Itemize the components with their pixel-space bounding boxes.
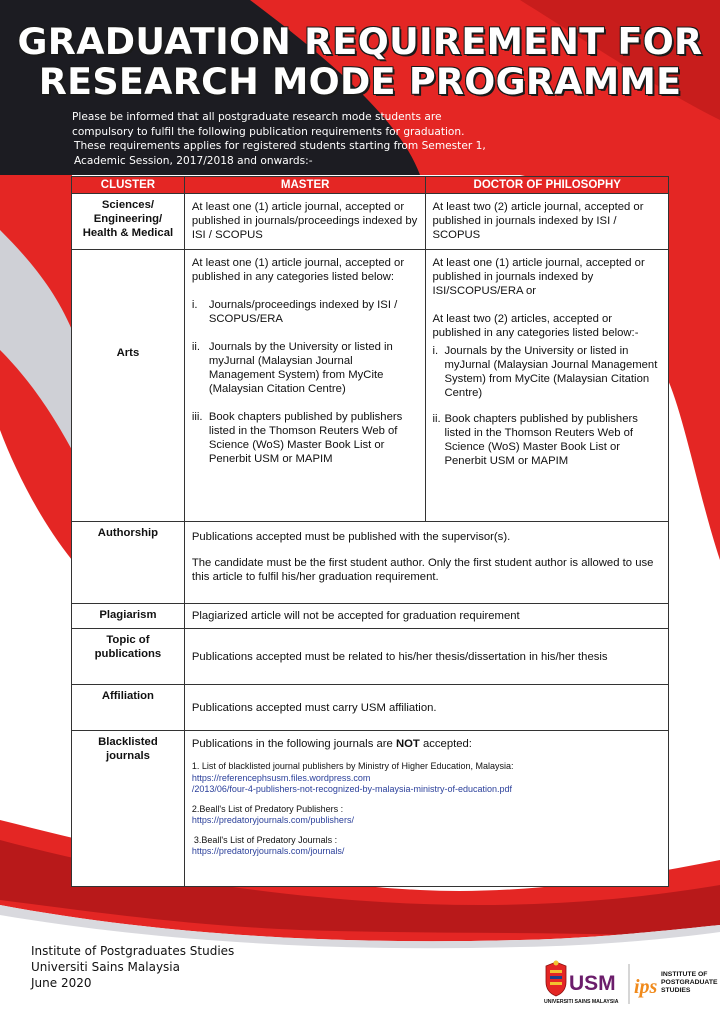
- cluster-sciences: Sciences/ Engineering/ Health & Medical: [72, 194, 185, 250]
- ips-caption-3: STUDIES: [661, 987, 691, 994]
- usm-crest-icon: [546, 961, 566, 997]
- requirements-table: [71, 176, 669, 887]
- intro-text: [72, 110, 492, 168]
- arts-phd: [426, 250, 669, 522]
- title-line-1: GRADUATION REQUIREMENT FOR: [17, 20, 703, 63]
- row-topic: [72, 629, 669, 685]
- footer-text: [31, 943, 234, 991]
- cluster-affiliation: Affiliation: [72, 685, 185, 731]
- header-cluster: CLUSTER: [72, 177, 185, 194]
- footer-line-1: Institute of Postgraduates Studies: [31, 944, 235, 958]
- list-item: ii. Book chapters published by publishers listed in the Thomson Reuters Web of Science (WoS) Master Book List or Penerbit USM or MAPIM: [432, 413, 638, 467]
- cluster-authorship: Authorship: [72, 522, 185, 604]
- row-sciences: [72, 194, 669, 250]
- usm-caption: UNIVERSITI SAINS MALAYSIA: [544, 999, 619, 1005]
- intro-paragraph-2: These requirements applies for registered students starting from Semester 1, Academic Session, 2017/2018 and onwards:-: [74, 140, 486, 167]
- blacklist-item-1: 1. List of blacklisted journal publishers by Ministry of Higher Education, Malaysia: https://referencephsusm.files.wordpress.com /2013/06/four-4-publishers-not-recognized-by-malaysia-ministry-of-education.pdf: [192, 761, 661, 796]
- sciences-master: At least one (1) article journal, accepted or published in journals/proceedings indexed by ISI / SCOPUS: [184, 194, 426, 250]
- cluster-topic: Topic of publications: [72, 629, 185, 685]
- blacklist-item-3: 3.Beall's List of Predatory Journals : https://predatoryjournals.com/journals/: [192, 835, 661, 858]
- row-arts: [72, 250, 669, 522]
- list-item: i. Journals/proceedings indexed by ISI / SCOPUS/ERA: [191, 299, 398, 325]
- arts-master: [184, 250, 426, 522]
- arts-phd-list: [432, 344, 662, 468]
- row-affiliation: [72, 685, 669, 731]
- row-blacklisted: [72, 731, 669, 887]
- row-plagiarism: [72, 604, 669, 629]
- footer-line-3: June 2020: [31, 976, 92, 990]
- plagiarism-text: Plagiarized article will not be accepted for graduation requirement: [184, 604, 668, 629]
- list-item: iii. Book chapters published by publishers listed in the Thomson Reuters Web of Science (WoS) Master Book List or Penerbit USM or MAPIM: [191, 411, 403, 465]
- title-line-2: RESEARCH MODE PROGRAMME: [38, 60, 682, 103]
- sciences-phd: At least two (2) article journal, accepted or published in journals indexed by ISI / SCOPUS: [426, 194, 669, 250]
- cluster-blacklisted: Blacklisted journals: [72, 731, 185, 887]
- blacklisted-text: [184, 731, 668, 887]
- footer-line-2: Universiti Sains Malaysia: [31, 960, 180, 974]
- arts-master-intro: At least one (1) article journal, accepted or published in any categories listed below:: [191, 257, 405, 283]
- ips-caption-1: INSTITUTE OF: [661, 971, 708, 978]
- header-phd: DOCTOR OF PHILOSOPHY: [426, 177, 669, 194]
- link-predatory-publishers[interactable]: https://predatoryjournals.com/publishers/: [191, 815, 354, 825]
- ips-caption-2: POSTGRADUATE: [661, 979, 718, 986]
- cluster-arts: Arts: [72, 250, 185, 522]
- row-authorship: [72, 522, 669, 604]
- ips-logo-icon: ips: [634, 976, 658, 998]
- affiliation-text: Publications accepted must carry USM affiliation.: [184, 685, 668, 731]
- usm-logo: USM: [569, 972, 616, 995]
- arts-master-list: [192, 298, 420, 466]
- list-item: ii. Journals by the University or listed in myJurnal (Malaysian Journal Management System) from MyCite (Malaysian Citation Centre): [191, 341, 393, 395]
- link-ministry-2[interactable]: /2013/06/four-4-publishers-not-recognized-by-malaysia-ministry-of-education.pdf: [191, 784, 513, 794]
- table-header-row: [72, 177, 669, 194]
- link-predatory-journals[interactable]: https://predatoryjournals.com/journals/: [191, 846, 345, 856]
- topic-text: Publications accepted must be related to his/her thesis/dissertation in his/her thesis: [184, 629, 668, 685]
- cluster-plagiarism: Plagiarism: [72, 604, 185, 629]
- arts-phd-intro-1: At least one (1) article journal, accepted or published in journals indexed by ISI/SCOPUS/ERA or: [432, 257, 645, 297]
- blacklist-item-2: 2.Beall's List of Predatory Publishers : https://predatoryjournals.com/publishers/: [192, 804, 661, 827]
- authorship-text: Publications accepted must be published with the supervisor(s). The candidate must be the first student author. Only the first student author is allowed to use this article to fulfil his/her graduation requirement.: [184, 522, 668, 604]
- link-ministry-1[interactable]: https://referencephsusm.files.wordpress.com: [191, 772, 371, 783]
- header-master: MASTER: [184, 177, 426, 194]
- logos: [543, 958, 718, 1008]
- arts-phd-intro-2: At least two (2) articles, accepted or published in any categories listed below:-: [432, 313, 639, 339]
- page-title: [0, 22, 720, 102]
- list-item: i. Journals by the University or listed in myJurnal (Malaysian Journal Management System) from MyCite (Malaysian Citation Centre): [432, 345, 658, 399]
- blacklisted-intro: Publications in the following journals are NOT accepted:: [191, 738, 472, 750]
- intro-paragraph-1: Please be informed that all postgraduate research mode students are compulsory to fulfil the following publication requirements for graduation.: [72, 111, 465, 138]
